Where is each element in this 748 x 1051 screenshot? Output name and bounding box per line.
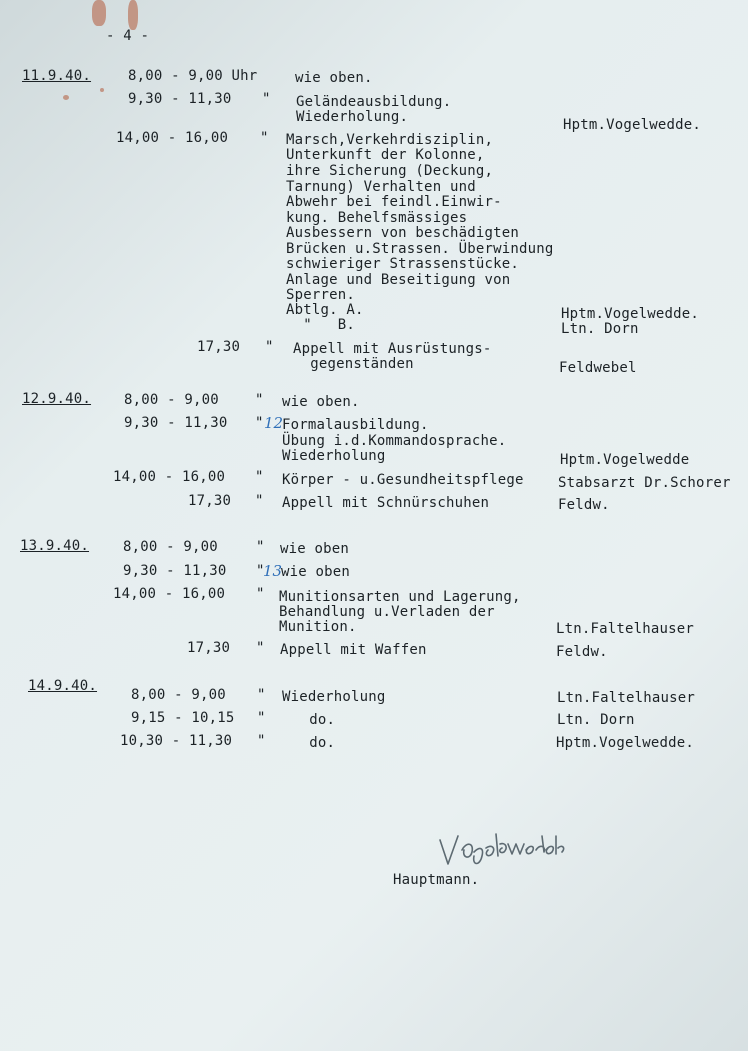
subject: Geländeausbildung. (296, 94, 452, 110)
ditto-mark: " (255, 493, 264, 509)
time-slot: 9,30 - 11,30 (124, 415, 228, 431)
instructor: Feldw. (556, 644, 608, 660)
subject: Übung i.d.Kommandosprache. (282, 433, 507, 449)
subject: Ausbessern von beschädigten (286, 225, 519, 241)
ditto-mark: " (260, 130, 269, 146)
instructor: Stabsarzt Dr.Schorer (558, 475, 731, 491)
instructor: Ltn. Dorn (557, 712, 635, 728)
subject: gegenständen (293, 356, 414, 372)
subject: Anlage und Beseitigung von (286, 272, 511, 288)
rust-stain (100, 88, 104, 92)
day-date: 14.9.40. (28, 678, 98, 694)
subject: schwieriger Strassenstücke. (286, 256, 519, 272)
ditto-mark: " (262, 91, 271, 107)
subject: Munitionsarten und Lagerung, (279, 589, 521, 605)
subject: Formalausbildung. (282, 417, 429, 433)
instructor: Hptm.Vogelwedde. (561, 306, 700, 322)
time-slot: 8,00 - 9,00 Uhr (128, 68, 258, 84)
ditto-mark: " (256, 640, 265, 656)
handwritten-signature (438, 830, 568, 874)
time-slot: 10,30 - 11,30 (120, 733, 233, 749)
subject: Appell mit Schnürschuhen (282, 495, 490, 511)
subject: do. (292, 735, 336, 751)
ditto-mark: " (256, 586, 265, 602)
ditto-mark: " (257, 733, 266, 749)
day-date: 12.9.40. (22, 391, 92, 407)
instructor: Hptm.Vogelwedde (560, 452, 690, 468)
ditto-mark: " (256, 563, 265, 579)
ditto-mark: " (257, 687, 266, 703)
ditto-mark: " (255, 415, 264, 431)
instructor: Ltn.Faltelhauser (557, 690, 696, 706)
rust-stain (63, 95, 69, 100)
subject: Wiederholung. (296, 109, 409, 125)
time-slot: 9,30 - 11,30 (128, 91, 232, 107)
instructor: Feldwebel (559, 360, 637, 376)
subject: ihre Sicherung (Deckung, (286, 163, 494, 179)
instructor: Feldw. (558, 497, 610, 513)
rust-stain (128, 0, 138, 30)
subject: Appell mit Waffen (280, 642, 427, 658)
subject: Körper - u.Gesundheitspflege (282, 472, 524, 488)
subject: Wiederholung (282, 448, 386, 464)
instructor: Hptm.Vogelwedde. (563, 117, 702, 133)
pen-mark: 12 (264, 414, 284, 432)
time-slot: 17,30 (188, 493, 232, 509)
day-date: 11.9.40. (22, 68, 92, 84)
time-slot: 17,30 (187, 640, 231, 656)
time-slot: 14,00 - 16,00 (113, 469, 226, 485)
time-slot: 8,00 - 9,00 (123, 539, 218, 555)
signatory-rank: Hauptmann. (393, 872, 480, 888)
subject: Brücken u.Strassen. Überwindung (286, 241, 554, 257)
ditto-mark: " (256, 539, 265, 555)
rust-stain (92, 0, 106, 26)
time-slot: 9,30 - 11,30 (123, 563, 227, 579)
subject: Tarnung) Verhalten und (286, 179, 476, 195)
subject: wie oben. (295, 70, 373, 86)
subject: wie oben (280, 541, 350, 557)
time-slot: 9,15 - 10,15 (131, 710, 235, 726)
ditto-mark: " (265, 339, 274, 355)
subject: wie oben (281, 564, 351, 580)
instructor: Ltn. Dorn (561, 321, 639, 337)
time-slot: 17,30 (197, 339, 241, 355)
subject: Abtlg. A. (286, 302, 364, 318)
subject: Wiederholung (282, 689, 386, 705)
subject: Munition. (279, 619, 357, 635)
ditto-mark: " (257, 710, 266, 726)
subject: Appell mit Ausrüstungs- (293, 341, 492, 357)
page-number: - 4 - (106, 28, 150, 44)
time-slot: 8,00 - 9,00 (124, 392, 219, 408)
subject: Sperren. (286, 287, 356, 303)
day-date: 13.9.40. (20, 538, 90, 554)
ditto-mark: " (255, 392, 264, 408)
instructor: Hptm.Vogelwedde. (556, 735, 695, 751)
subject: " B. (286, 317, 356, 333)
subject: Unterkunft der Kolonne, (286, 147, 485, 163)
subject: wie oben. (282, 394, 360, 410)
subject: do. (292, 712, 336, 728)
subject: Abwehr bei feindl.Einwir- (286, 194, 502, 210)
pen-mark: 13 (263, 562, 283, 580)
time-slot: 14,00 - 16,00 (113, 586, 226, 602)
subject: Marsch,Verkehrdisziplin, (286, 132, 494, 148)
instructor: Ltn.Faltelhauser (556, 621, 695, 637)
subject: Behandlung u.Verladen der (279, 604, 495, 620)
time-slot: 8,00 - 9,00 (131, 687, 226, 703)
ditto-mark: " (255, 469, 264, 485)
subject: kung. Behelfsmässiges (286, 210, 468, 226)
time-slot: 14,00 - 16,00 (116, 130, 229, 146)
